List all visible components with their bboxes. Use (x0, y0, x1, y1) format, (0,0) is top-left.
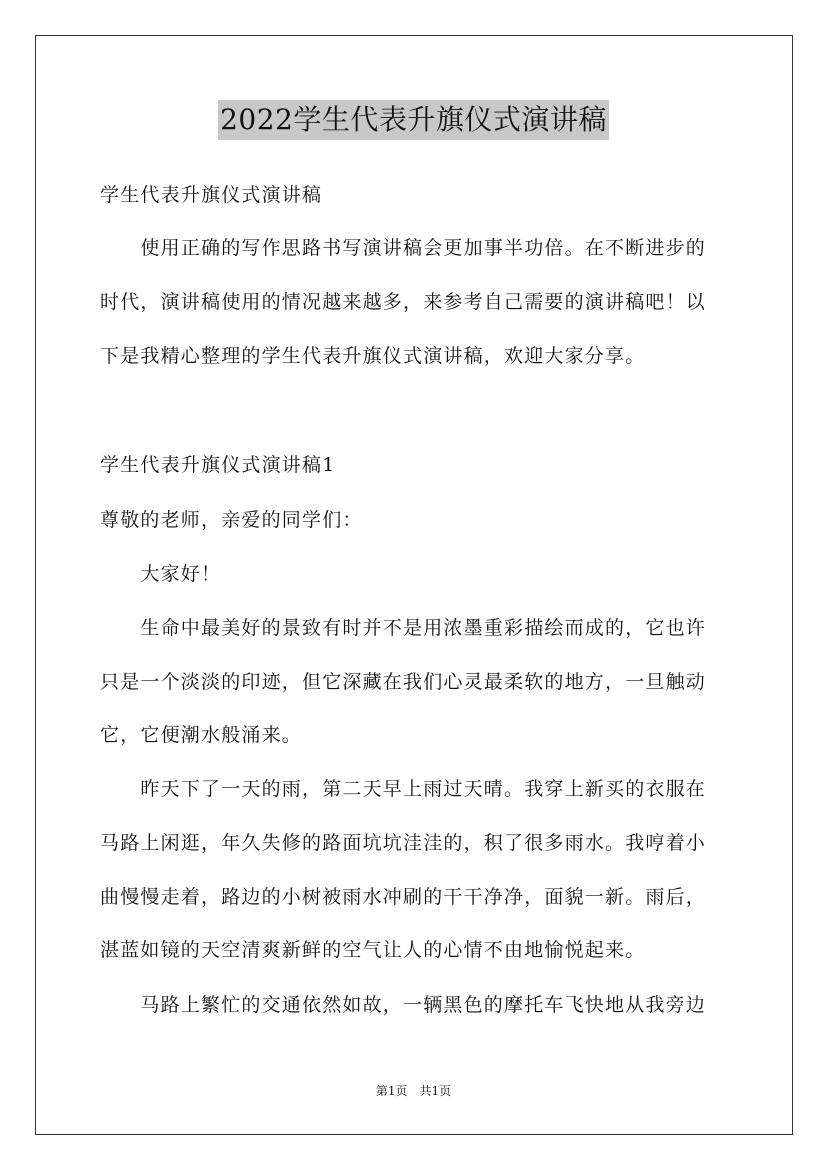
text-line: 下是我精心整理的学生代表升旗仪式演讲稿，欢迎大家分享。 (100, 345, 646, 367)
text-line: 马路上闲逛，年久失修的路面坑坑洼洼的，积了很多雨水。我哼着小 (100, 832, 707, 854)
section-heading: 学生代表升旗仪式演讲稿1 (100, 454, 336, 476)
text-line: 只是一个淡淡的印迹，但它深藏在我们心灵最柔软的地方，一旦触动 (100, 671, 707, 693)
title-container (0, 100, 827, 140)
text-line: 曲慢慢走着，路边的小树被雨水冲刷的干干净净，面貌一新。雨后， (100, 886, 707, 908)
text-line: 湛蓝如镜的天空清爽新鲜的空气让人的心情不由地愉悦起来。 (100, 939, 646, 961)
page-footer: 第1页 共1页 (375, 1084, 452, 1098)
text-line: 学生代表升旗仪式演讲稿 (100, 184, 323, 206)
text-line: 昨天下了一天的雨，第二天早上雨过天晴。我穿上新买的衣服在 (100, 778, 707, 800)
text-line: 使用正确的写作思路书写演讲稿会更加事半功倍。在不断进步的 (100, 237, 707, 259)
text-line: 时代，演讲稿使用的情况越来越多，来参考自己需要的演讲稿吧！以 (100, 291, 707, 313)
text-line: 生命中最美好的景致有时并不是用浓墨重彩描绘而成的，它也许 (100, 617, 707, 639)
salutation: 尊敬的老师，亲爱的同学们： (100, 509, 363, 531)
text-line: 马路上繁忙的交通依然如故，一辆黑色的摩托车飞快地从我旁边 (100, 994, 707, 1016)
document-title: 2022学生代表升旗仪式演讲稿 (218, 100, 609, 140)
text-line: 它，它便潮水般涌来。 (100, 724, 303, 746)
greeting: 大家好！ (100, 563, 222, 585)
